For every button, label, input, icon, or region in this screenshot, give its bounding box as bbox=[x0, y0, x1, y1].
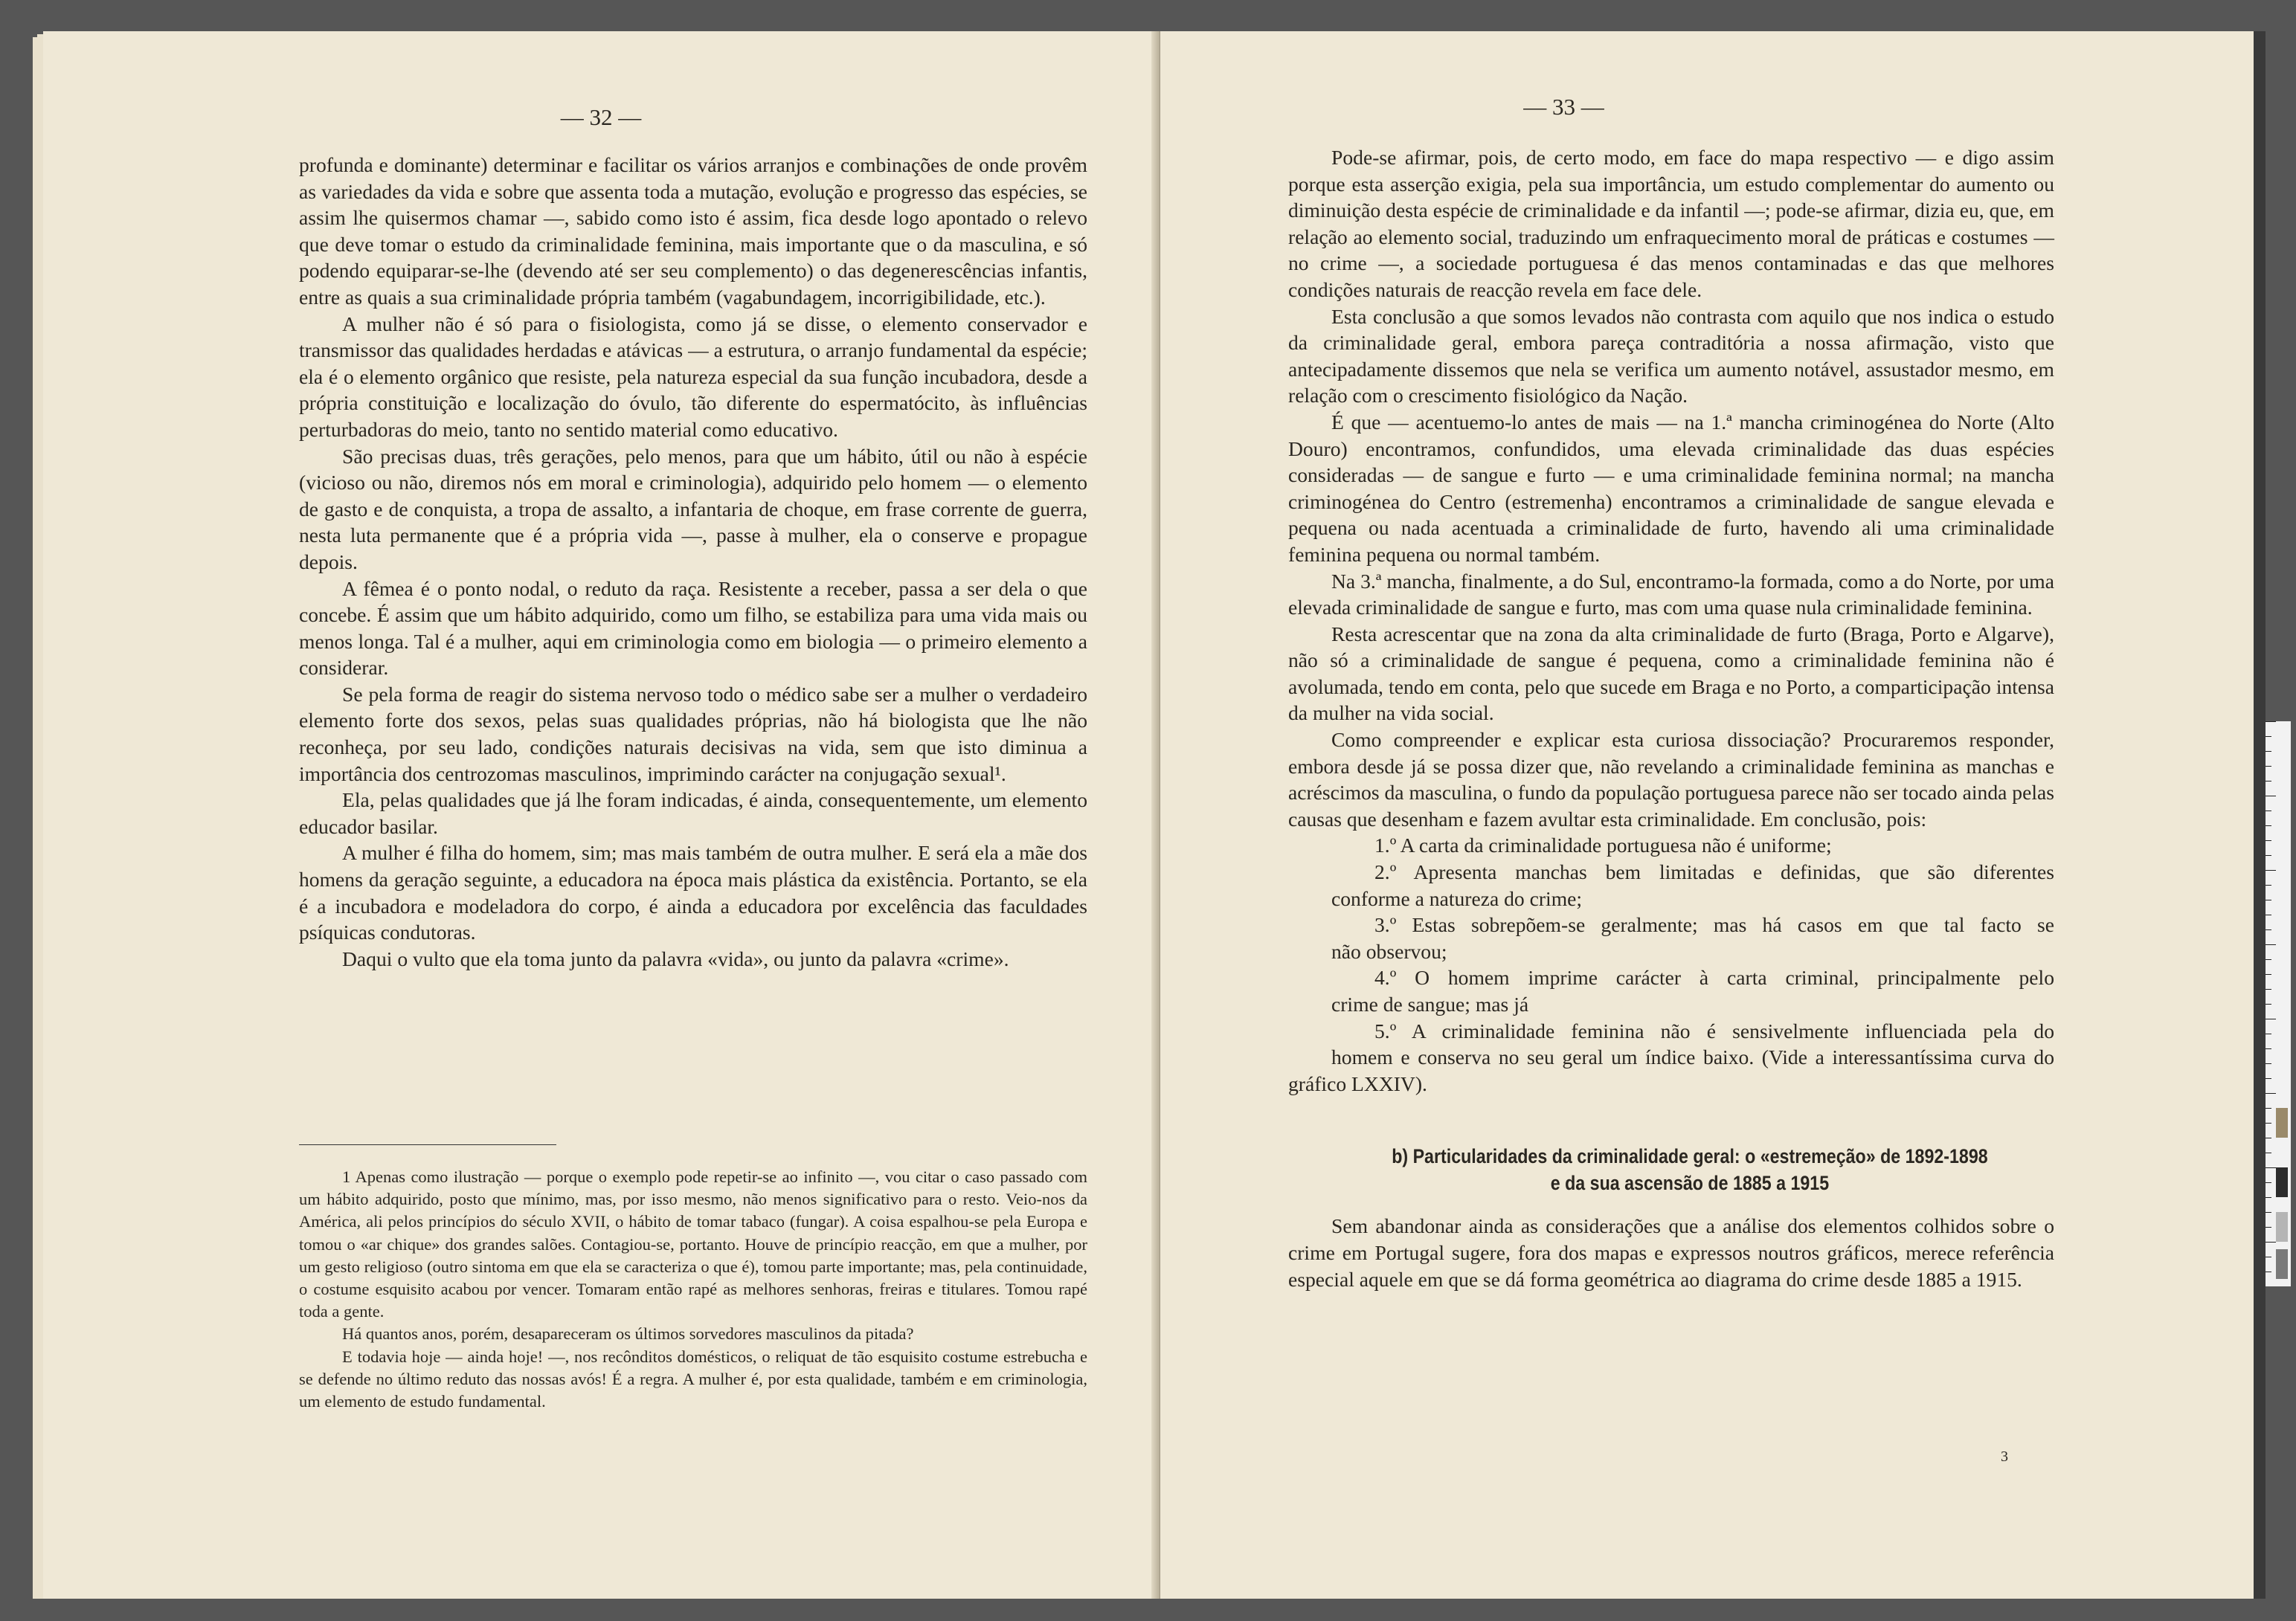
body-paragraph: A mulher é filha do homem, sim; mas mais também de outra mulher. E será ela a mãe dos homens da geração seguinte, a educadora na época mais plástica da existência. Portanto, se ela é a incubadora e modeladora do corpo, é ainda a educadora por excelência das faculdades psíquicas condutoras. bbox=[299, 841, 1087, 944]
scale-tick bbox=[2266, 1004, 2271, 1005]
page-number: — 32 — bbox=[560, 104, 642, 130]
conclusion-item-continuation: homem e conserva no seu geral um índice baixo. (Vide a interessantíssima curva do gráfico LXXIV). bbox=[1288, 1045, 2054, 1095]
body-paragraph: Pode-se afirmar, pois, de certo modo, em face do mapa respectivo — e digo assim porque esta asserção exigia, pela sua importância, um estudo complementar do aumento ou diminuição desta espécie de criminalidade e da infantil —; pode-se afirmar, dizia eu, que, em relação ao elemento social, traduzindo um enfraquecimento moral de práticas e costumes — no crime —, a sociedade portuguesa é das menos contaminadas e das que melhores condições naturais de reacção revela em face dele. bbox=[1288, 146, 2054, 301]
scale-tick bbox=[2266, 1048, 2271, 1049]
scale-tick bbox=[2266, 989, 2271, 990]
scale-tick bbox=[2266, 870, 2276, 871]
footnote-paragraph: E todavia hoje — ainda hoje! —, nos recônditos domésticos, o reliquat de tão esquisito costume estrebucha e se defende no último reduto das nossas avós! É a regra. A mulher é, por esta qualidade, também e em criminologia, um elemento de estudo fundamental. bbox=[299, 1347, 1087, 1411]
footnote-paragraph: 1 Apenas como ilustração — porque o exemplo pode repetir-se ao infinito —, vou citar o caso passado com um hábito adquirido, posto que mínimo, mas, por isso mesmo, não menos significativo para o resto. Veio-nos da América, ali pelos princípios do século XVII, o hábito de tomar tabaco (fungar). A coisa espalhou-se pela Europa e tomou o «ar chique» dos grandes salões. Contagiou-se, portanto. Houve de princípio reacção, em que a mulher, por um gesto religioso (outro sintoma em que ela se caracteriza o que é), tomou parte importante; mas, pela continuidade, o costume esquisito acabou por vencer. Tomaram então rapé as melhores senhoras, freiras e titulares. Tomou rapé toda a gente. bbox=[299, 1167, 1087, 1321]
scale-tick bbox=[2266, 840, 2271, 841]
signature-mark: 3 bbox=[2001, 1448, 2008, 1465]
scale-color-patch bbox=[2276, 1108, 2288, 1138]
scale-tick bbox=[2266, 781, 2271, 782]
calibration-scale bbox=[2266, 721, 2291, 1286]
scale-tick bbox=[2266, 855, 2271, 856]
scan-background bbox=[2254, 31, 2266, 1599]
section-heading-line: b) Particularidades da criminalidade geral: o «estremeção» de 1892-1898 bbox=[1392, 1145, 1988, 1168]
scale-tick bbox=[2266, 1197, 2271, 1198]
footnotes bbox=[299, 1166, 1087, 1413]
footnote-paragraph: Há quantos anos, porém, desapareceram os últimos sorvedores masculinos da pitada? bbox=[342, 1324, 914, 1344]
scale-tick bbox=[2266, 721, 2276, 722]
section-heading bbox=[1288, 1143, 2054, 1196]
body-paragraph: É que — acentuemo-lo antes de mais — na 1.ª mancha criminogénea do Norte (Alto Douro) encontramos, confundidos, uma elevada criminalidade das duas espécies consideradas — de sangue e furto — e uma criminalidade feminina normal; na mancha criminogénea do Centro (estremenha) encontramos a criminalidade de sangue elevada e pequena ou nada acentuada a criminalidade de furto, havendo ali uma criminalidade feminina pequena ou normal também. bbox=[1288, 410, 2054, 566]
body-paragraph: Daqui o vulto que ela toma junto da palavra «vida», ou junto da palavra «crime». bbox=[342, 947, 1009, 970]
body-paragraph: A mulher não é só para o fisiologista, como já se disse, o elemento conservador e transmissor das qualidades herdadas e atávicas — a estrutura, o arranjo fundamental da espécie; ela é o elemento orgânico que resiste, pela natureza especial da sua função incubadora, desde a própria constituição e localização do óvulo, tão diferente do espermatócito, às influências perturbadoras do meio, tanto no sentido material como educativo. bbox=[299, 312, 1087, 441]
scale-tick bbox=[2266, 751, 2271, 752]
scale-tick bbox=[2266, 825, 2271, 826]
footnote-rule bbox=[299, 1144, 556, 1145]
scale-tick bbox=[2266, 1227, 2271, 1228]
scale-color-patch bbox=[2276, 1212, 2288, 1242]
body-paragraph: Sem abandonar ainda as considerações que a análise dos elementos colhidos sobre o crime em Portugal sugere, fora dos mapas e expressos noutros gráficos, merece referência especial aquele em que se dá forma geométrica ao diagrama do crime desde 1885 a 1915. bbox=[1288, 1214, 2054, 1291]
conclusion-item: 2.º Apresenta manchas bem limitadas e definidas, que são diferentes bbox=[1374, 860, 2054, 884]
scale-tick bbox=[2266, 766, 2271, 767]
page-number: — 33 — bbox=[1523, 94, 1604, 120]
section-heading-line: e da sua ascensão de 1885 a 1915 bbox=[1550, 1172, 1830, 1195]
conclusion-item: 4.º O homem imprime carácter à carta criminal, principalmente pelo bbox=[1374, 966, 2054, 990]
scale-tick bbox=[2266, 810, 2271, 811]
body-paragraph: Esta conclusão a que somos levados não contrasta com aquilo que nos indica o estudo da criminalidade geral, embora pareça contraditória a nossa afirmação, visto que antecipadamente dissemos que nela se verifica um aumento notável, assustador mesmo, em relação com o crescimento fisiológico da Nação. bbox=[1288, 304, 2054, 407]
scale-tick bbox=[2266, 1123, 2271, 1124]
scale-tick bbox=[2266, 1167, 2276, 1168]
right-body-text bbox=[1288, 144, 2054, 1292]
scale-tick bbox=[2266, 736, 2271, 737]
scale-tick bbox=[2266, 1212, 2271, 1213]
body-paragraph: Como compreender e explicar esta curiosa dissociação? Procuraremos responder, embora desde já se possa dizer que, não revelando a criminalidade feminina as manchas e acréscimos da masculina, o fundo da população portuguesa parece não ser tocado ainda pelas causas que desenham e fazem avultar esta criminalidade. Em conclusão, pois: bbox=[1288, 728, 2054, 831]
left-page bbox=[43, 31, 1159, 1599]
scale-tick bbox=[2266, 1078, 2271, 1079]
scale-tick bbox=[2266, 929, 2271, 930]
body-paragraph: Se pela forma de reagir do sistema nervoso todo o médico sabe ser a mulher o verdadeiro elemento forte dos sexos, pelas suas qualidades próprias, não há biologista que lhe não reconheça, por seu lado, condições naturais decisivas na vida, sem que isto diminua a importância dos centrozomas masculinos, imprimindo carácter na conjugação sexual¹. bbox=[299, 682, 1087, 785]
scale-tick bbox=[2266, 974, 2271, 975]
scale-tick bbox=[2266, 1108, 2271, 1109]
scale-tick bbox=[2266, 885, 2271, 886]
body-paragraph: Na 3.ª mancha, finalmente, a do Sul, encontramo-la formada, como a do Norte, por uma elevada criminalidade de sangue e furto, mas com uma quase nula criminalidade feminina. bbox=[1288, 569, 2054, 619]
scale-tick bbox=[2266, 1182, 2271, 1183]
body-paragraph: São precisas duas, três gerações, pelo menos, para que um hábito, útil ou não à espécie (vicioso ou não, diremos nós em moral e criminologia), adquirido pelo homem — o elemento de gasto e de conquista, a tropa de assalto, a infantaria de choque, em frase corrente de guerra, nesta luta permanente que é a própria vida —, passe à mulher, ela o conserve e propague depois. bbox=[299, 444, 1087, 573]
scale-tick bbox=[2266, 1093, 2276, 1094]
scale-tick bbox=[2266, 1242, 2276, 1243]
conclusion-item: 3.º Estas sobrepõem-se geralmente; mas há casos em que tal facto se bbox=[1374, 913, 2054, 937]
scale-color-patch bbox=[2276, 1167, 2288, 1197]
body-paragraph: A fêmea é o ponto nodal, o reduto da raça. Resistente a receber, passa a ser dela o que concebe. É assim que um hábito adquirido, como um filho, se estabiliza para uma vida mais ou menos longa. Tal é a mulher, aqui em criminologia como em biologia — o primeiro elemento a considerar. bbox=[299, 576, 1087, 680]
conclusion-item: 1.º A carta da criminalidade portuguesa não é uniforme; bbox=[1374, 834, 1832, 857]
left-body-text bbox=[299, 152, 1087, 972]
conclusion-item-continuation: conforme a natureza do crime; bbox=[1331, 886, 1583, 910]
scale-tick bbox=[2266, 959, 2271, 960]
scale-tick bbox=[2266, 1063, 2271, 1064]
body-paragraph: Resta acrescentar que na zona da alta criminalidade de furto (Braga, Porto e Algarve), não só a criminalidade de sangue é pequena, como a criminalidade feminina não é avolumada, tendo em conta, pelo que sucede em Braga e no Porto, a comparticipação intensa da mulher na vida social. bbox=[1288, 622, 2054, 725]
conclusion-item: 5.º A criminalidade feminina não é sensivelmente influenciada pela do bbox=[1374, 1019, 2054, 1042]
right-page bbox=[1160, 31, 2254, 1599]
conclusion-item-continuation: não observou; bbox=[1331, 939, 1447, 963]
body-paragraph: Ela, pelas qualidades que já lhe foram indicadas, é ainda, consequentemente, um elemento educador basilar. bbox=[299, 788, 1087, 838]
scale-tick bbox=[2266, 944, 2276, 945]
scale-color-patch bbox=[2276, 1249, 2288, 1279]
body-paragraph: profunda e dominante) determinar e facilitar os vários arranjos e combinações de onde provêm as variedades da vida e sobre que assenta toda a mutação, evolução e progresso das espécies, se assim lhe quisermos chamar —, sabido como isto é assim, fica desde logo apontado o relevo que deve tomar o estudo da criminalidade feminina, mais importante que o da masculina, e só podendo equiparar-se-lhe (devendo até ser seu complemento) o das degenerescências infantis, entre as quais a sua criminalidade própria também (vagabundagem, incorrigibilidade, etc.). bbox=[299, 153, 1087, 309]
conclusion-item-continuation: crime de sangue; mas já bbox=[1331, 993, 1529, 1016]
